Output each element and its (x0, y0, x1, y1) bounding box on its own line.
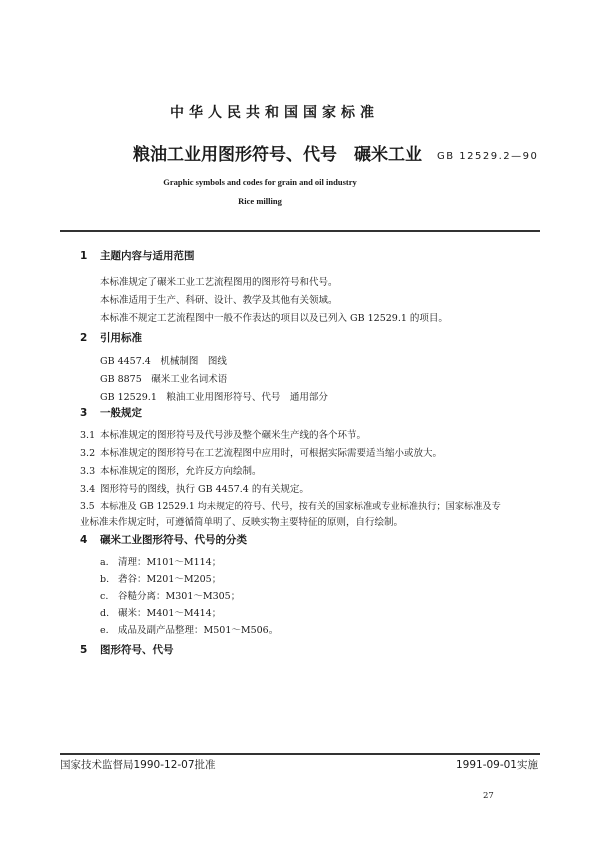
clause: 3.4 图形符号的图线，执行 GB 4457.4 的有关规定。 (80, 484, 309, 495)
clause-continuation: 业标准未作规定时，可遵循简单明了、反映实物主要特征的原则，自行绘制。 (80, 517, 404, 528)
issuing-authority: 中华人民共和国国家标准 (170, 105, 379, 121)
section-heading-2: 2 引用标准 (80, 332, 142, 344)
list-item: d. 碾米：M401～M414； (100, 608, 222, 619)
list-item: a. 清理：M101～M114； (100, 557, 222, 568)
english-subtitle: Rice milling (238, 196, 282, 206)
list-item: c. 谷糙分离：M301～M305； (100, 591, 241, 602)
section-heading-5: 5 图形符号、代号 (80, 644, 174, 656)
effective-date: 1991-09-01实施 (455, 759, 538, 771)
section-heading-1: 1 主题内容与适用范围 (80, 250, 195, 262)
header-divider (60, 230, 540, 232)
reference-item: GB 4457.4 机械制图 图线 (100, 356, 227, 367)
clause: 3.3 本标准规定的图形，允许反方向绘制。 (80, 466, 262, 477)
section-heading-3: 3 一般规定 (80, 407, 142, 419)
english-title: Graphic symbols and codes for grain and oil industry (163, 177, 357, 187)
list-item: b. 砻谷：M201～M205； (100, 574, 222, 585)
paragraph: 本标准适用于生产、科研、设计、教学及其他有关领域。 (100, 295, 338, 306)
reference-item: GB 8875 碾米工业名词术语 (100, 374, 228, 385)
reference-item: GB 12529.1 粮油工业用图形符号、代号 通用部分 (100, 392, 328, 403)
clause: 3.2 本标准规定的图形符号在工艺流程图中应用时，可根据实际需要适当缩小或放大。 (80, 448, 443, 459)
page-number: 27 (483, 791, 494, 801)
standard-code: GB 12529.2—90 (437, 151, 539, 162)
section-heading-4: 4 碾米工业图形符号、代号的分类 (80, 534, 247, 546)
clause: 3.5 本标准及 GB 12529.1 均未规定的符号、代号，按有关的国家标准或专业标准执行；国家标准及专 (80, 501, 501, 512)
footer-divider (60, 753, 540, 755)
document-title: 粮油工业用图形符号、代号 碾米工业 (133, 145, 422, 165)
clause: 3.1 本标准规定的图形符号及代号涉及整个碾米生产线的各个环节。 (80, 430, 367, 441)
list-item: e. 成品及副产品整理：M501～M506。 (100, 625, 279, 636)
approval-date: 国家技术监督局1990-12-07批准 (60, 759, 216, 771)
paragraph: 本标准不规定工艺流程图中一般不作表达的项目以及已列入 GB 12529.1 的项目。 (100, 313, 448, 324)
paragraph: 本标准规定了碾米工业工艺流程图用的图形符号和代号。 (100, 277, 338, 288)
